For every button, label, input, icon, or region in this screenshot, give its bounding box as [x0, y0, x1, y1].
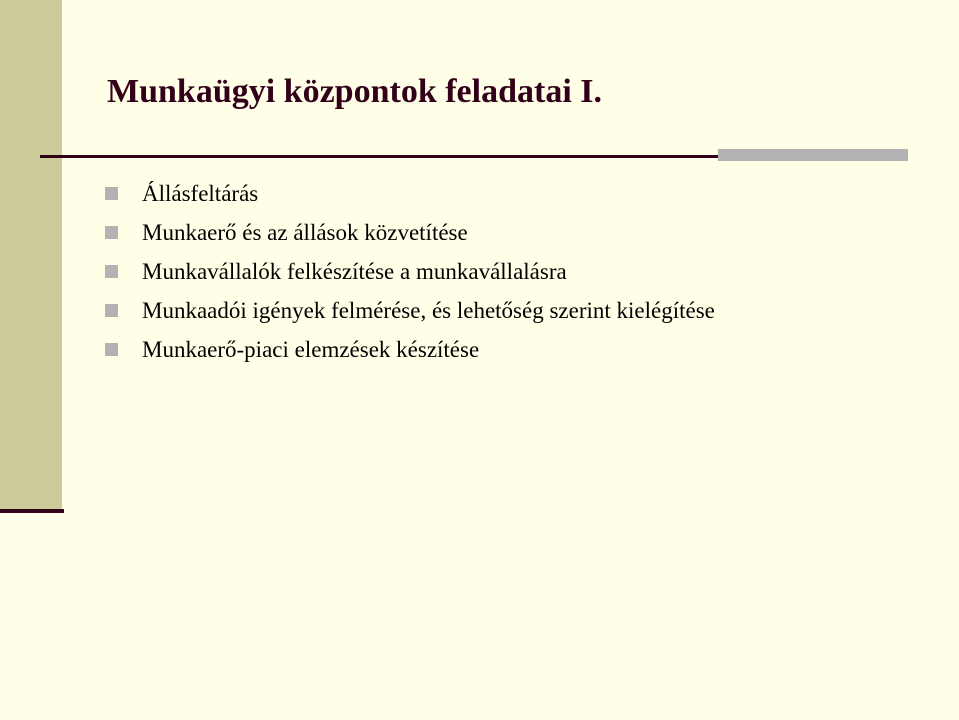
bullet-text: Munkaadói igények felmérése, és lehetőség szerint kielégítése	[142, 297, 715, 323]
square-bullet-icon	[105, 226, 118, 239]
bullet-item	[105, 213, 715, 252]
slide-title: Munkaügyi központok feladatai I.	[107, 73, 602, 110]
bullet-item	[105, 291, 715, 330]
left-accent-band	[0, 0, 62, 512]
square-bullet-icon	[105, 187, 118, 200]
square-bullet-icon	[105, 265, 118, 278]
bullet-text: Munkaerő-piaci elemzések készítése	[142, 336, 480, 362]
left-accent-rule	[0, 509, 64, 513]
bullet-text: Munkavállalók felkészítése a munkavállalásra	[142, 258, 567, 284]
bullet-item	[105, 330, 715, 369]
title-divider-accent	[718, 149, 908, 161]
bullet-list	[105, 174, 715, 369]
square-bullet-icon	[105, 304, 118, 317]
square-bullet-icon	[105, 343, 118, 356]
bullet-text: Állásfeltárás	[142, 180, 259, 206]
bullet-item	[105, 174, 715, 213]
bullet-item	[105, 252, 715, 291]
bullet-text: Munkaerő és az állások közvetítése	[142, 219, 468, 245]
